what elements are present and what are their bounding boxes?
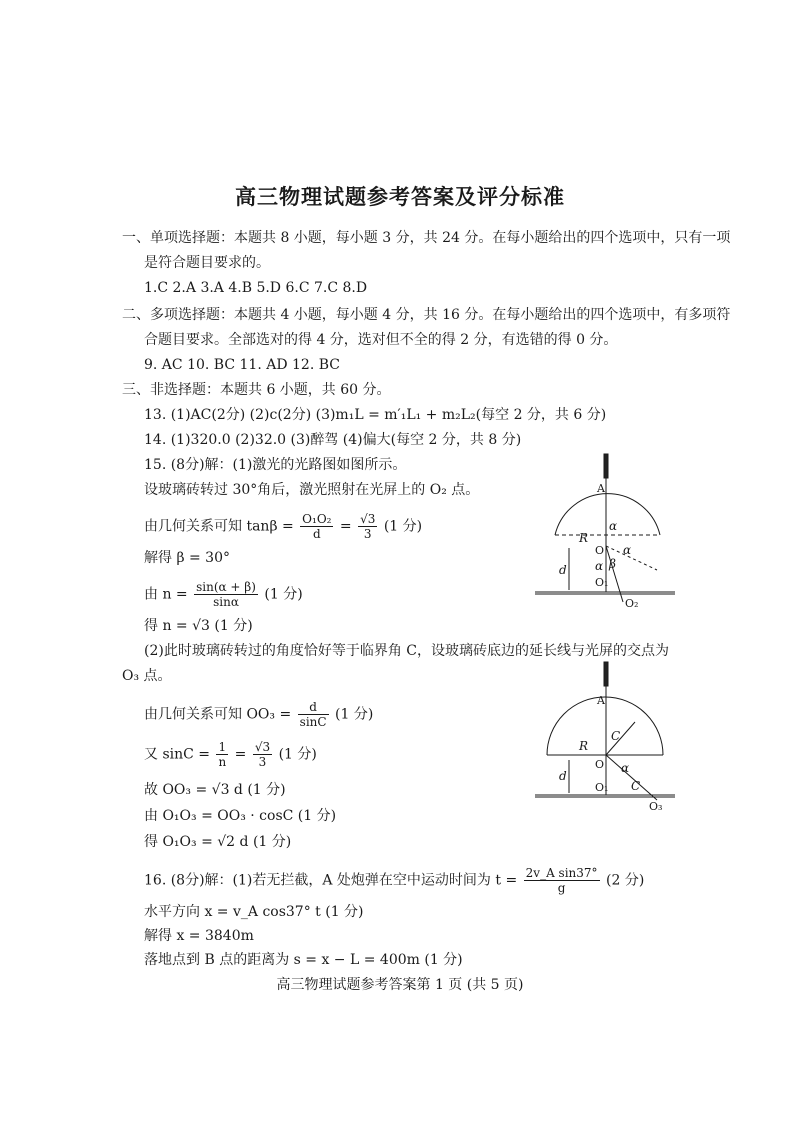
laser-pointer-icon-2 (604, 662, 608, 686)
q15-sinc-line (144, 740, 317, 769)
q16-x: 解得 x = 3840m (144, 928, 254, 944)
page-title: 高三物理试题参考答案及评分标准 (235, 184, 565, 209)
q16-t-den: g (557, 881, 566, 895)
q15-n-fraction (194, 580, 258, 609)
q16-horizontal: 水平方向 x = v_A cos37° t (1 分) (144, 904, 364, 920)
q15-oo3-score: (1 分) (335, 706, 374, 723)
q15-geo-prefix: 由几何关系可知 tanβ = (144, 518, 294, 535)
q15-oo3-line (144, 700, 373, 729)
label-d: d (559, 563, 567, 577)
q15-geo-score: (1 分) (383, 518, 423, 535)
q15-sinc-den2: 3 (258, 755, 267, 769)
q15-oo3-prefix: 由几何关系可知 OO₃ = (144, 706, 292, 723)
boundary-extension (606, 755, 657, 800)
label-alpha-3: α (595, 559, 604, 573)
q15-line2: 设玻璃砖转过 30°角后，激光照射在光屏上的 O₂ 点。 (144, 482, 480, 498)
q15-sinc-prefix: 又 sinC = (144, 746, 211, 763)
q16-line1 (144, 866, 644, 895)
q15-geo-num2: √3 (360, 512, 376, 526)
q15-o1o3-result: 得 O₁O₃ = √2 d (1 分) (144, 834, 292, 850)
q15-intro: 15. (8分)解：(1)激光的光路图如图所示。 (144, 457, 407, 473)
q15-geo-fraction (300, 512, 333, 541)
q15-oo3-den: sinC (299, 715, 327, 729)
q16-s: 落地点到 B 点的距离为 s = x − L = 400m (1 分) (144, 952, 463, 968)
q15-n-den: sinα (213, 595, 239, 609)
q13-answer: 13. (1)AC(2分) (2)c(2分) (3)m₁L = m′₁L₁ + m₂L₂(每空 2 分，共 6 分) (144, 407, 607, 423)
label-d-2: d (559, 769, 567, 783)
section1-line2: 是符合题目要求的。 (144, 255, 270, 271)
q15-sinc-score: (1 分) (278, 746, 317, 763)
label-alpha-1: α (609, 519, 618, 533)
q15-part2-line1: (2)此时玻璃砖转过的角度恰好等于临界角 C，设玻璃砖底边的延长线与光屏的交点为 (144, 643, 669, 659)
semicircle-arc-2 (547, 697, 663, 755)
q15-geo-num: O₁O₂ (302, 512, 332, 526)
label-C-1: C (611, 729, 621, 743)
q15-n-num: sin(α + β) (196, 580, 256, 594)
label-O-2: O (595, 758, 605, 771)
optics-diagram-2 (525, 660, 675, 815)
q15-sinc-den: n (218, 755, 227, 769)
q15-geo-eq: = (339, 518, 352, 535)
q16-t-score: (2 分) (606, 872, 645, 889)
q15-beta: 解得 β = 30° (144, 550, 230, 566)
q14-answer: 14. (1)320.0 (2)32.0 (3)醉驾 (4)偏大(每空 2 分，共 8 分) (144, 432, 522, 448)
label-O1-2: O₁ (595, 781, 609, 794)
section1-line1: 一、单项选择题：本题共 8 小题，每小题 3 分，共 24 分。在每小题给出的四个选项中，只有一项 (122, 230, 731, 246)
q15-oo3-fraction (298, 700, 329, 729)
page-footer: 高三物理试题参考答案第 1 页 (共 5 页) (276, 977, 524, 993)
q15-o1o3-formula: 由 O₁O₃ = OO₃ · cosC (1 分) (144, 808, 337, 824)
semicircle-arc (555, 494, 660, 535)
q15-geo-den2: 3 (363, 527, 372, 541)
laser-pointer-icon (604, 454, 608, 478)
q16-prefix: 16. (8分)解：(1)若无拦截，A 处炮弹在空中运动时间为 t = (144, 872, 518, 889)
q15-sinc-fraction2 (253, 740, 272, 769)
section2-answers: 9. AC 10. BC 11. AD 12. BC (144, 357, 340, 373)
label-alpha-d2: α (621, 761, 630, 775)
label-alpha-2: α (623, 543, 632, 557)
section2-line1: 二、多项选择题：本题共 4 小题，每小题 4 分，共 16 分。在每小题给出的四个选项中，有多项符 (122, 307, 731, 323)
q15-geo-fraction2 (358, 512, 377, 541)
q15-geometry-line (144, 512, 422, 541)
label-O2: O₂ (625, 597, 639, 610)
label-O1: O₁ (595, 576, 609, 589)
q15-oo3-num: d (298, 700, 329, 715)
section2-line2: 合题目要求。全部选对的得 4 分，选对但不全的得 2 分，有选错的得 0 分。 (144, 332, 618, 348)
q16-t-num: 2v_A sin37° (525, 866, 598, 880)
label-C-2: C (631, 779, 641, 793)
label-R-2: R (579, 739, 589, 753)
section1-answers: 1.C 2.A 3.A 4.B 5.D 6.C 7.C 8.D (144, 280, 368, 296)
label-beta: β (609, 557, 616, 571)
q15-n-score: (1 分) (264, 586, 303, 603)
label-A-2: A (597, 694, 605, 707)
label-O: O (595, 544, 605, 557)
q15-n-result: 得 n = √3 (1 分) (144, 618, 253, 634)
q15-sinc-eq: = (234, 746, 247, 763)
optics-diagram-1 (525, 452, 675, 612)
q15-sinc-num2: √3 (254, 740, 271, 754)
q15-sinc-num: 1 (216, 740, 228, 755)
q15-oo3-result: 故 OO₃ = √3 d (1 分) (144, 782, 286, 798)
q15-sinc-fraction (216, 740, 228, 769)
q15-geo-den: d (312, 527, 321, 541)
q16-t-fraction (524, 866, 600, 895)
label-O3: O₃ (649, 800, 663, 813)
q15-n-prefix: 由 n = (144, 586, 188, 603)
q15-part2-line2: O₃ 点。 (122, 668, 172, 684)
label-R: R (579, 531, 589, 545)
label-A: A (597, 482, 605, 495)
q15-n-line (144, 580, 303, 609)
section3-line1: 三、非选择题：本题共 6 小题，共 60 分。 (122, 382, 391, 398)
